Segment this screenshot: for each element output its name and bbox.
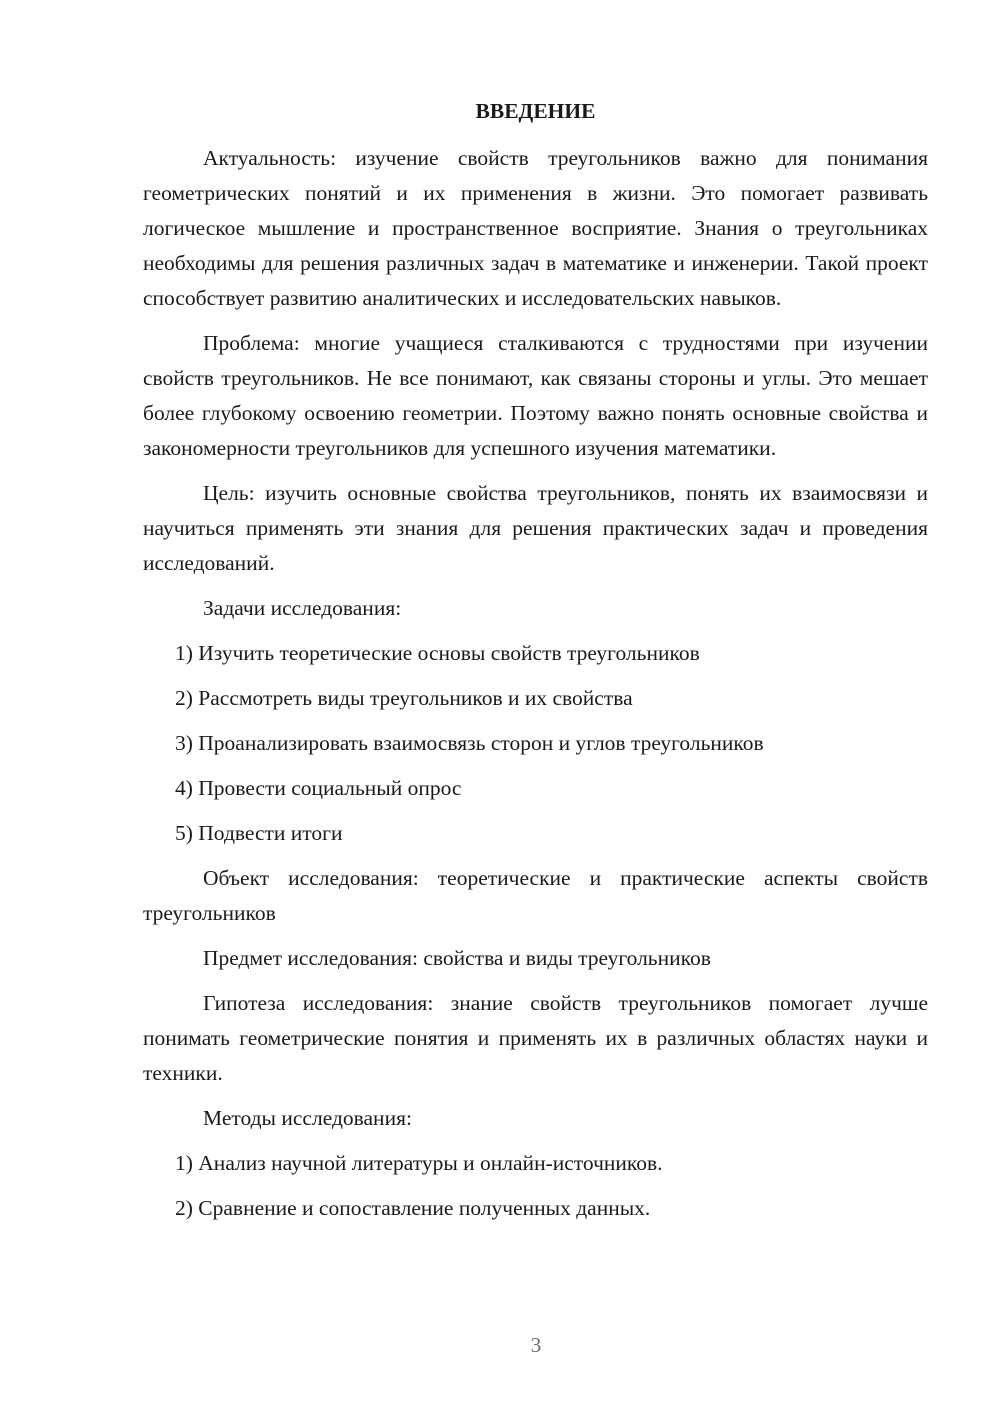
goal-paragraph: Цель: изучить основные свойства треугольников, понять их взаимосвязи и научиться применять эти знания для решения практических задач и проведения исследований. <box>143 481 928 575</box>
subject-paragraph: Предмет исследования: свойства и виды треугольников <box>203 946 711 970</box>
tasks-heading: Задачи исследования: <box>203 596 402 620</box>
task-item: 3) Проанализировать взаимосвязь сторон и углов треугольников <box>175 731 764 755</box>
tasks-list <box>143 636 928 851</box>
method-item: 1) Анализ научной литературы и онлайн-источников. <box>175 1151 663 1175</box>
page-content <box>143 94 928 1236</box>
object-paragraph: Объект исследования: теоретические и практические аспекты свойств треугольников <box>143 866 928 925</box>
section-title: ВВЕДЕНИЕ <box>475 99 596 123</box>
hypothesis-paragraph: Гипотеза исследования: знание свойств треугольников помогает лучше понимать геометрические понятия и применять их в различных областях науки и техники. <box>143 991 928 1085</box>
problem-paragraph: Проблема: многие учащиеся сталкиваются с трудностями при изучении свойств треугольников. Не все понимают, как связаны стороны и углы. Это мешает более глубокому освоению геометрии. Поэтому важно понять основные свойства и закономерности треугольников для успешного изучения математики. <box>143 331 928 460</box>
relevance-paragraph: Актуальность: изучение свойств треугольников важно для понимания геометрических понятий и их применения в жизни. Это помогает развивать логическое мышление и пространственное восприятие. Знания о треугольниках необходимы для решения различных задач в математике и инженерии. Такой проект способствует развитию аналитических и исследовательских навыков. <box>143 146 928 310</box>
task-item: 4) Провести социальный опрос <box>175 776 462 800</box>
task-item: 2) Рассмотреть виды треугольников и их свойства <box>175 686 633 710</box>
task-item: 1) Изучить теоретические основы свойств треугольников <box>175 641 700 665</box>
method-item: 2) Сравнение и сопоставление полученных данных. <box>175 1196 651 1220</box>
task-item: 5) Подвести итоги <box>175 821 343 845</box>
page-number: 3 <box>530 1333 542 1357</box>
methods-heading: Методы исследования: <box>203 1106 412 1130</box>
methods-list <box>143 1146 928 1226</box>
